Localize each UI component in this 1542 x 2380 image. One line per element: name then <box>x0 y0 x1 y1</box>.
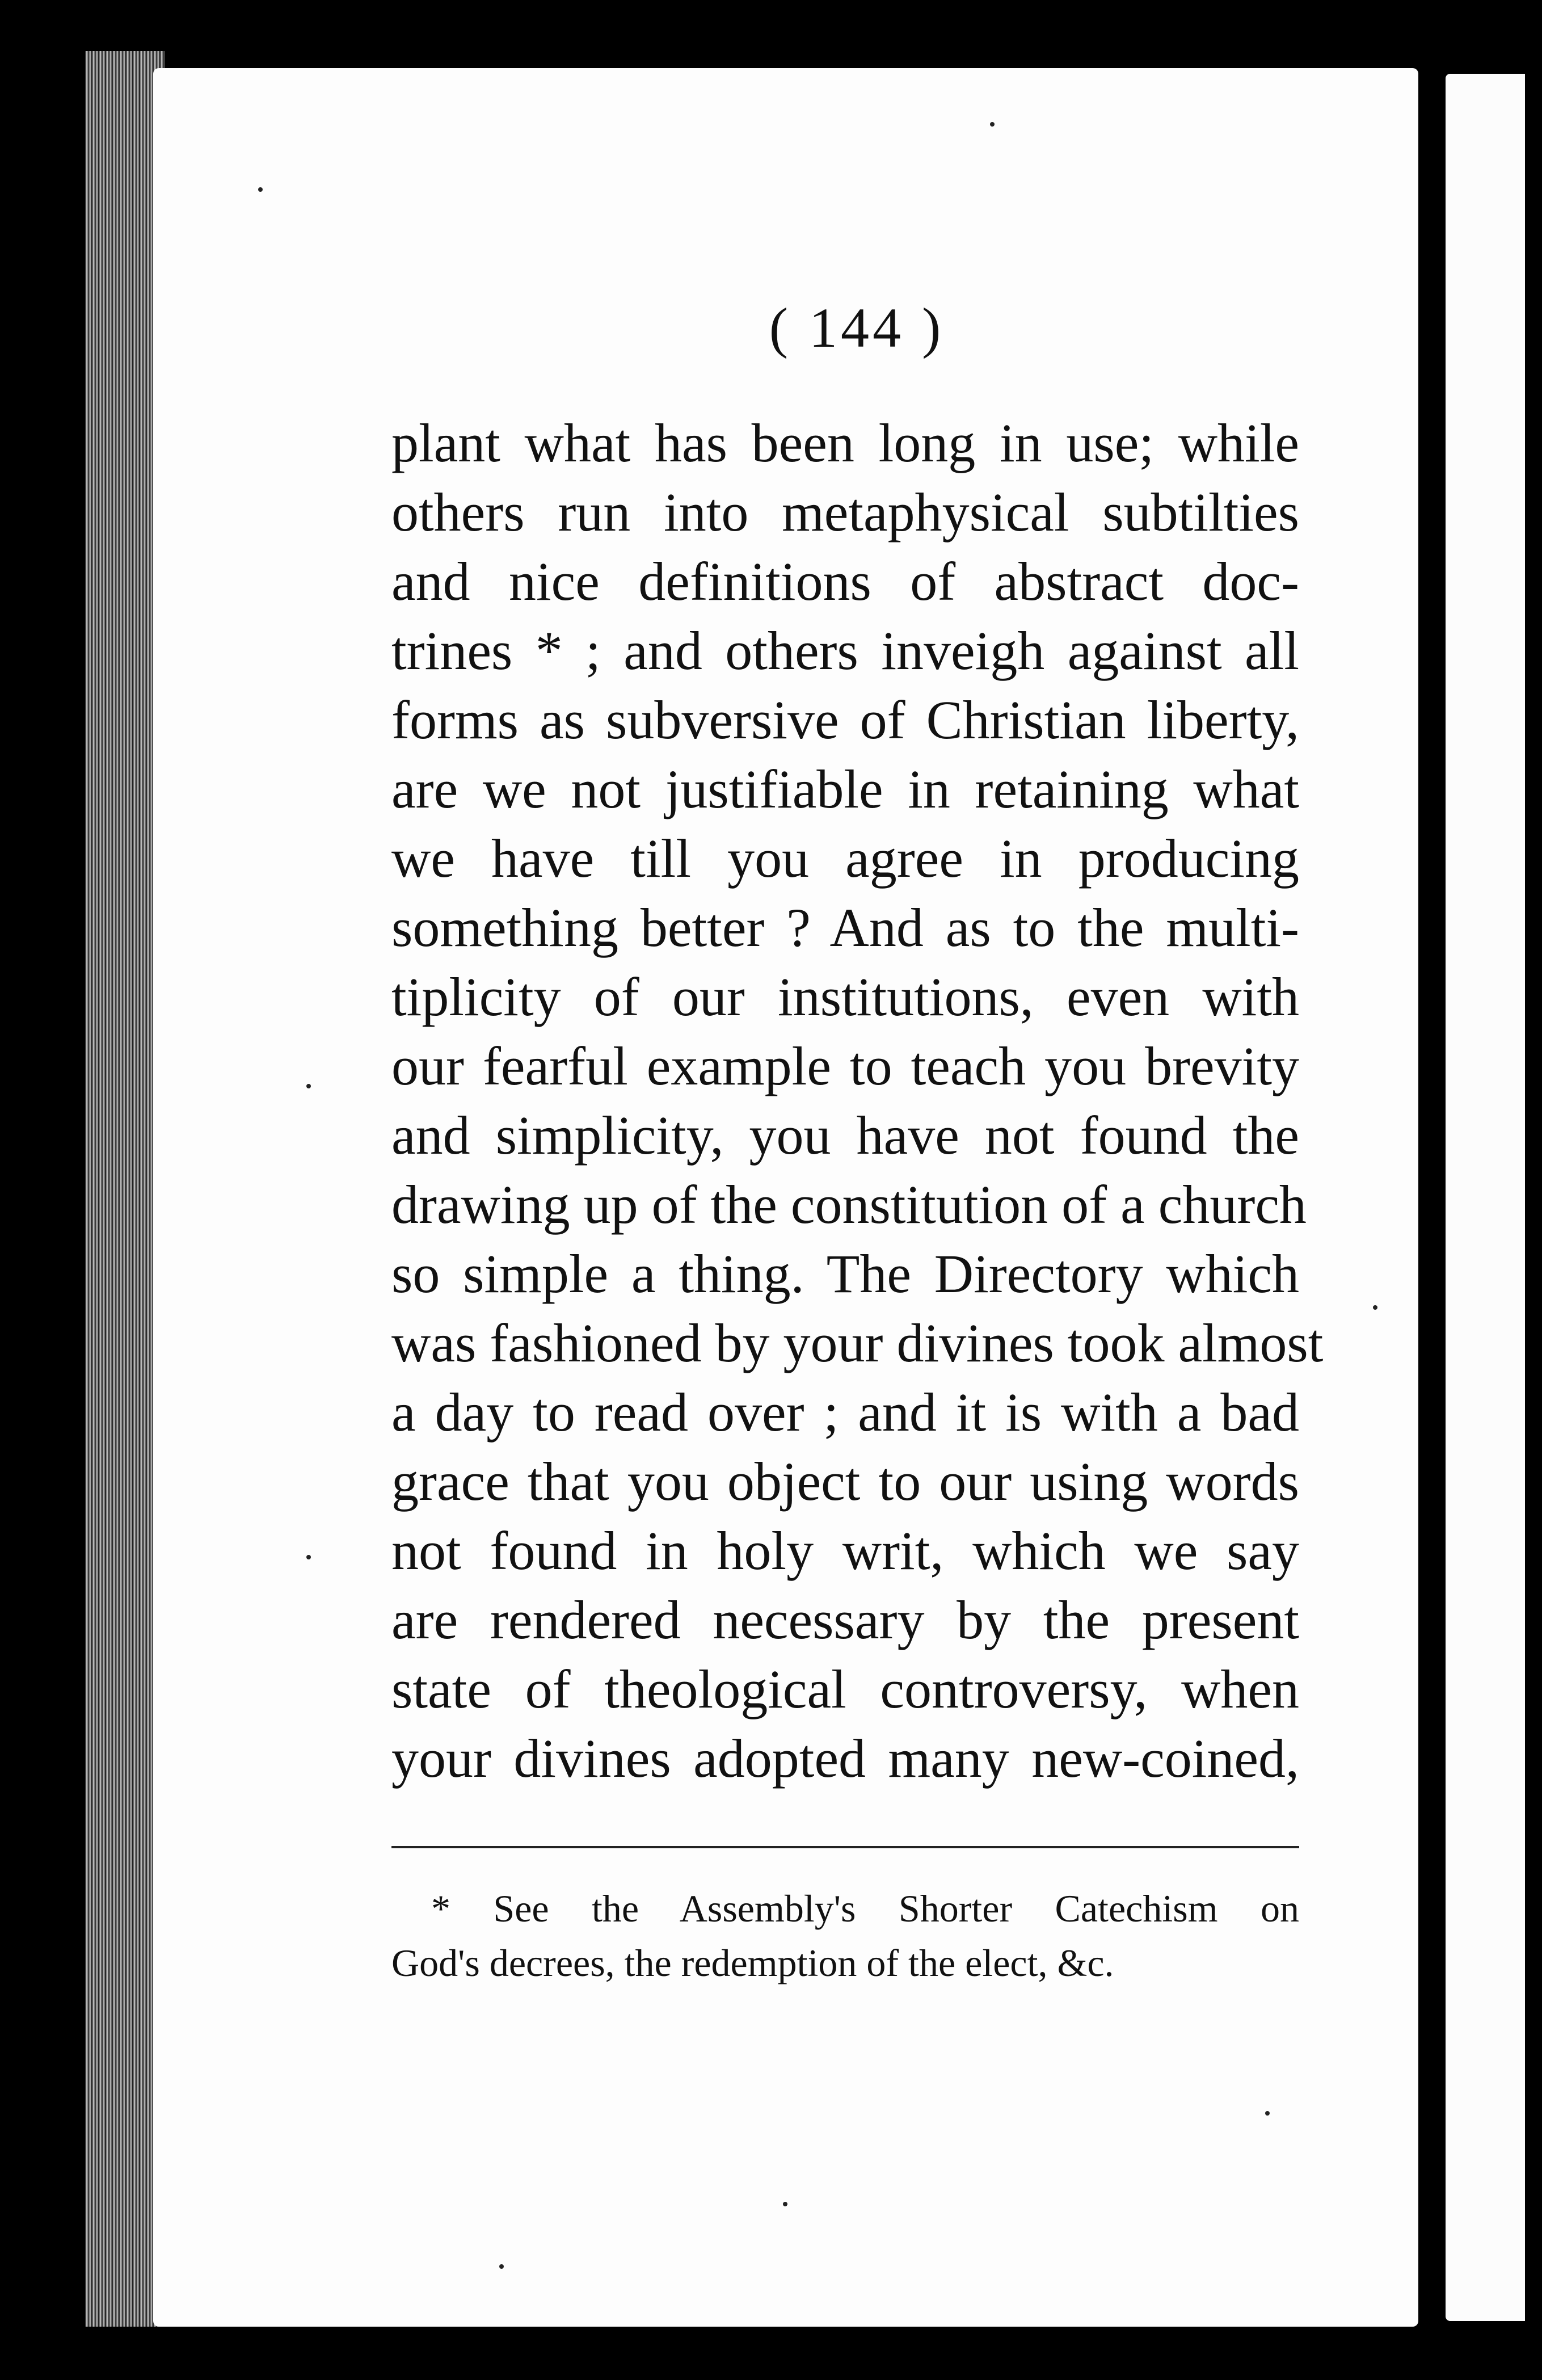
scan-speck <box>258 187 263 192</box>
scan-speck <box>1373 1305 1377 1310</box>
text-line: a day to read over ; and it is with a bad <box>391 1382 1299 1443</box>
text-line: drawing up of the constitution of a church <box>391 1174 1307 1235</box>
scan-speck <box>306 1084 311 1088</box>
text-line: grace that you object to our using words <box>391 1451 1299 1512</box>
footnote-rule <box>391 1846 1299 1848</box>
text-line: trines * ; and others inveigh against all <box>391 620 1299 681</box>
text-line: are rendered necessary by the present <box>391 1590 1299 1650</box>
text-line: are we not justifiable in retaining what <box>391 759 1299 819</box>
scan-speck <box>990 122 995 127</box>
text-line: plant what has been long in use; while <box>391 413 1299 473</box>
text-line: our fearful example to teach you brevity <box>391 1036 1299 1096</box>
text-line: others run into metaphysical subtilties <box>391 482 1299 543</box>
text-line: and simplicity, you have not found the <box>391 1105 1299 1166</box>
page-block-edges <box>85 51 165 2327</box>
body-text <box>391 409 1324 1793</box>
footnote <box>391 1881 1299 1990</box>
facing-page-edge <box>1446 74 1525 2321</box>
scan-speck <box>783 2202 787 2206</box>
text-line: your divines adopted many new-coined, <box>391 1728 1299 1789</box>
text-line: was fashioned by your divines took almost <box>391 1313 1324 1373</box>
page-number: ( 144 ) <box>769 296 945 359</box>
scan-speck <box>1265 2111 1270 2116</box>
text-line: we have till you agree in producing <box>391 828 1299 889</box>
text-line: not found in holy writ, which we say <box>391 1520 1299 1581</box>
text-line: so simple a thing. The Directory which <box>391 1243 1299 1304</box>
text-line: tiplicity of our institutions, even with <box>391 966 1299 1027</box>
footnote-line: * See the Assembly's Shorter Catechism on <box>431 1887 1299 1930</box>
text-line: forms as subversive of Christian liberty, <box>391 689 1299 750</box>
text-line: something better ? And as to the multi- <box>391 897 1299 958</box>
text-line: state of theological controversy, when <box>391 1659 1299 1719</box>
text-line: and nice definitions of abstract doc- <box>391 551 1299 612</box>
scan-speck <box>499 2264 504 2269</box>
footnote-line: God's decrees, the redemption of the elect, &c. <box>391 1941 1114 1984</box>
scan-speck <box>306 1555 311 1559</box>
